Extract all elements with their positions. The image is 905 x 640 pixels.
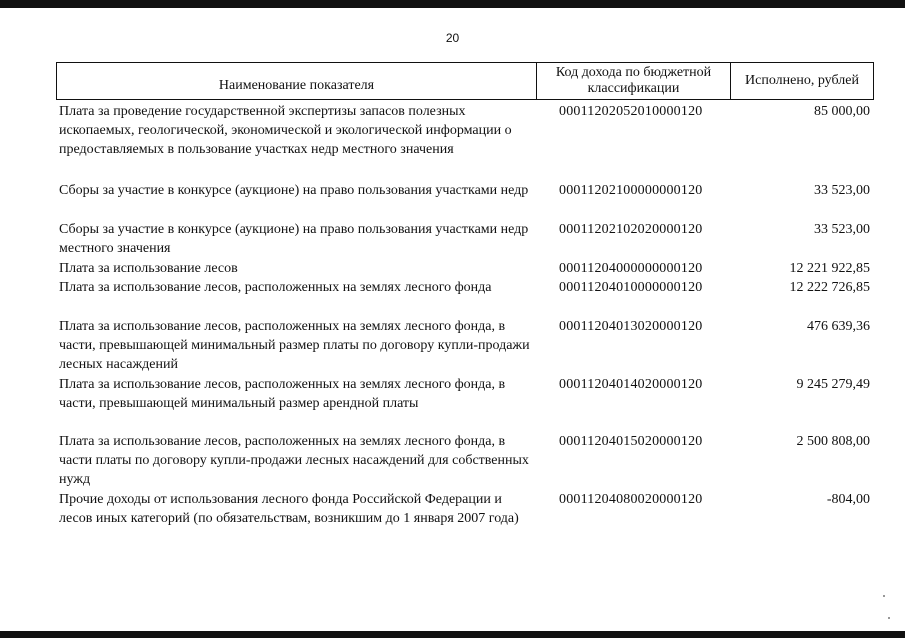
row-name: Плата за использование лесов, расположенных на землях лесного фонда, в части, превышающей минимальный размер арендной платы (59, 377, 506, 411)
header-amount: Исполнено, рублей (745, 73, 859, 88)
row-code: 00011204000000000120 (559, 261, 703, 276)
row-code: 00011204013020000120 (559, 319, 703, 334)
row-amount: 33 523,00 (814, 183, 870, 198)
page-number: 20 (445, 31, 460, 45)
scan-speck (888, 617, 890, 619)
row-amount: 33 523,00 (814, 222, 870, 237)
row-code: 00011204080020000120 (559, 492, 703, 507)
row-code: 00011202102020000120 (559, 222, 703, 237)
row-code: 00011202052010000120 (559, 104, 703, 119)
row-name: Сборы за участие в конкурсе (аукционе) на право пользования участками недр (59, 183, 529, 198)
scan-border-bottom (0, 631, 905, 638)
row-name: Плата за использование лесов, расположенных на землях лесного фонда (59, 280, 492, 295)
header-name: Наименование показателя (57, 63, 537, 99)
row-amount: 12 221 922,85 (789, 261, 870, 276)
row-code: 00011204015020000120 (559, 434, 703, 449)
row-code: 00011204010000000120 (559, 280, 703, 295)
row-amount: -804,00 (826, 492, 870, 507)
row-name: Плата за использование лесов, расположенных на землях лесного фонда, в части, превышающей минимальный размер платы по договору купли-продажи лесных насаждений (59, 319, 530, 372)
row-amount: 9 245 279,49 (796, 377, 870, 392)
row-amount: 85 000,00 (814, 104, 870, 119)
row-name: Плата за использование лесов (59, 261, 238, 276)
row-code: 00011204014020000120 (559, 377, 703, 392)
header-code: Код дохода по бюджетной классификации (537, 63, 731, 99)
scan-speck (883, 595, 885, 597)
row-name: Прочие доходы от использования лесного фонда Российской Федерации и лесов иных категорий (по обязательствам, возникшим до 1 января 2007 года) (59, 492, 519, 526)
row-name: Плата за проведение государственной экспертизы запасов полезных ископаемых, геологической, экономической и экологической информации о предоставляемых в пользование участках недр местного значения (59, 104, 512, 157)
row-code: 00011202100000000120 (559, 183, 703, 198)
row-name: Сборы за участие в конкурсе (аукционе) на право пользования участками недр местного значения (59, 222, 529, 256)
row-amount: 12 222 726,85 (789, 280, 870, 295)
row-amount: 476 639,36 (807, 319, 870, 334)
row-amount: 2 500 808,00 (796, 434, 870, 449)
row-name: Плата за использование лесов, расположенных на землях лесного фонда, в части платы по договору купли-продажи лесных насаждений для собственных нужд (59, 434, 529, 487)
